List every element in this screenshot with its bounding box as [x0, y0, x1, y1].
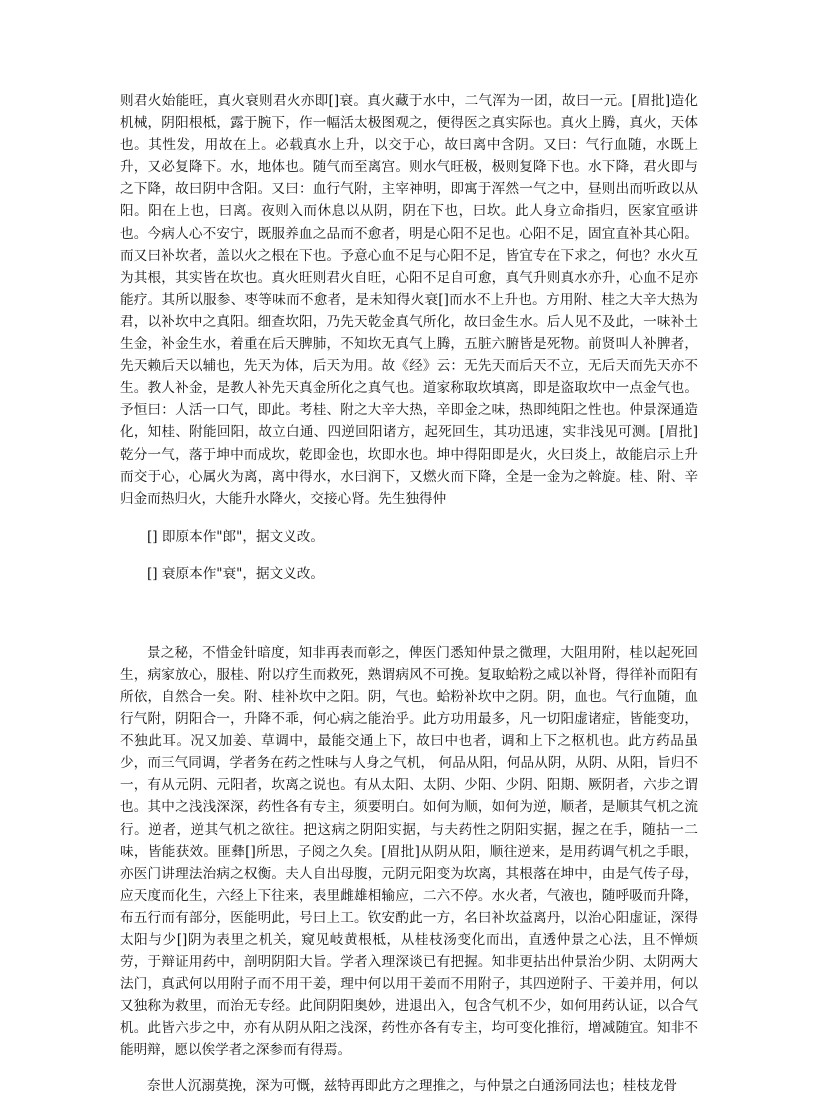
- body-paragraph: 景之秘，不惜金针暗度，知非再表而彰之，俾医门悉知仲景之微理，大阻用附，桂以起死回生，病家放心，服桂、附以疗生而救死，熟谓病风不可挽。复取蛤粉之咸以补肾，得徉补而阳有所依，自然合一矣。附、桂补坎中之阳。阴，气也。蛤粉补坎中之阴。阴，血也。气行血随，血行气附，阴阳合一，升降不乖，何心病之能治乎。此方功用最多，凡一切阳虚诸症，皆能变功，不独此耳。况又加姜、草调中，最能交通上下，故曰中也者，调和上下之枢机也。此方药品虽少，而三气同调，学者务在药之性味与人身之气机， 何品从阳，何品从阴，从阴、从阳，旨归不一，有从元阴、元阳者，坎离之说也。有从太阳、太阴、少阳、少阴、阳期、厥阴者，六步之谓也。其中之浅浅深深，药性各有专主，须要明白。如何为顺，如何为逆，顺者，是顺其气机之流行。逆者，逆其气机之欲往。把这病之阴阳实据，与夫药性之阴阳实据，握之在手，随拈一二味，皆能获效。匪彝[]所思，子阅之久矣。[眉批]从阴从阳，顺往逆来，是用药调气机之手眼，亦医门讲理法治病之权衡。夫人自出母腹，元阴元阳变为坎离，其根落在坤中，由是气传子母，应天度而化生，六经上下往来，表里雌雄相输应，二六不停。水火者，气液也，随呼吸而升降，布五行而有部分，医能明此，号曰上工。钦安酌此一方，名曰补坎益离丹，以治心阳虚证，深得太阳与少[]阴为表里之机关，窥见岐黄根柢，从桂枝汤变化而出，直透仲景之心法，且不惮烦劳，于辩证用药中，剖明阴阳大旨。学者入理深谈已有把握。知非更拈出仲景治少阴、太阴两大法门，真武何以用附子而不用干姜，理中何以用干姜而不用附子，其四逆附子、干姜并用，何以又独称为救里，而治无专经。此间阴阳奥妙，进退出入，包含气机不少，如何用药认证，以合气机。此皆六步之中，亦有从阴从阳之浅深，药性亦各有专主，均可变化推衍，增减随宜。知非不能明辩，愿以俟学者之深参而有得焉。: [120, 644, 698, 1059]
- body-paragraph: 奈世人沉溺莫挽，深为可慨，兹特再即此方之理推之，与仲景之白通汤同法也；桂枝龙骨: [147, 1077, 678, 1094]
- footnote: [] 衰原本作"衰"，据文义改。: [147, 565, 324, 582]
- footnote: [] 即原本作"郎"，据文义改。: [147, 528, 324, 545]
- document-page: [120, 90, 698, 1097]
- body-paragraph: 则君火始能旺，真火衰则君火亦即[]衰。真火藏于水中，二气浑为一团，故曰一元。[眉批]造化机械，阴阳根柢，露于腕下，作一幅活太极图观之，便得医之真实际也。真火上腾，真火，天体也。其性发，用故在上。必载真水上升，以交于心，故曰离中含阴。又曰：气行血随，水既上升，又必复降下。水，地体也。随气而至离宫。则水气旺极，极则复降下也。水下降，君火即与之下降，故曰阴中含阳。又曰：血行气附，主宰神明，即寓于浑然一气之中，昼则出而听政以从阳。阳在上也，曰离。夜则入而休息以从阴，阴在下也，曰坎。此人身立命指归，医家宜亟讲也。今病人心不安宁，既服养血之品而不愈者，明是心阳不足也。心阳不足，固宜直补其心阳。而又曰补坎者，盖以火之根在下也。予意心血不足与心阳不足，皆宜专在下求之，何也？水火互为其根，其实皆在坎也。真火旺则君火自旺，心阳不足自可愈，真气升则真水亦升，心血不足亦能疗。其所以服参、枣等味而不愈者，是未知得火衰[]而水不上升也。方用附、桂之大辛大热为君，以补坎中之真阳。细查坎阳，乃先天乾金真气所化，故曰金生水。后人见不及此，一味补土生金，补金生水，着重在后天脾肺，不知坎无真气上腾，五脏六腑皆是死物。前贤叫人补脾者，先天赖后天以辅也，先天为体，后天为用。故《经》云：无先天而后天不立，无后天而先天亦不生。教人补金，是教人补先天真金所化之真气也。道家称取坎填离，即是盗取坎中一点金气也。予恒曰：人活一口气，即此。考桂、附之大辛大热，辛即金之味，热即纯阳之性也。仲景深通造化，知桂、附能回阳，故立白通、四逆回阳诸方，起死回生，其功迅速，实非浅见可测。[眉批]乾分一气，落于坤中而成坎，乾即金也，坎即水也。坤中得阳即是火，火曰炎上，故能启示上升而交于心，心属火为离，离中得水，水曰润下，又燃火而下降，全是一金为之斡旋。桂、附、辛归金而热归火，大能升水降火，交接心肾。先生独得仲: [120, 93, 698, 507]
